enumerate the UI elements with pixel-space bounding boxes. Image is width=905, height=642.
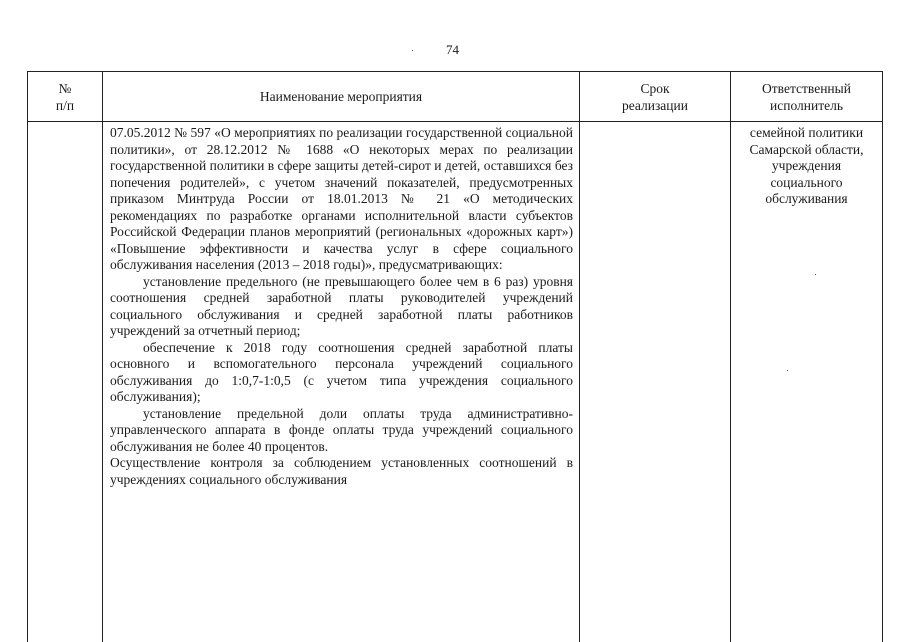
header-term-line-1: Срок bbox=[584, 80, 726, 97]
responsible-line: учреждения bbox=[735, 158, 878, 175]
header-responsible bbox=[731, 72, 883, 122]
responsible-line: обслуживания bbox=[735, 191, 878, 208]
measures-table bbox=[27, 71, 883, 642]
paragraph-salary-ratio: установление предельного (не превышающего более чем в 6 раз) уровня соотношения средней заработной платы руководителей учреждений социального обслуживания и средней заработной платы работников учреждений за отчетный период; bbox=[110, 274, 573, 340]
paragraph-control: Осуществление контроля за соблюдением установленных соотношений в учреждениях социального обслуживания bbox=[110, 455, 573, 488]
header-num-line-1: № bbox=[32, 80, 98, 97]
header-term-line-2: реализации bbox=[584, 97, 726, 114]
header-num-line-2: п/п bbox=[32, 97, 98, 114]
cell-responsible bbox=[731, 122, 883, 642]
scan-speck bbox=[787, 370, 788, 371]
responsible-line: Самарской области, bbox=[735, 142, 878, 159]
cell-num bbox=[28, 122, 103, 642]
responsible-line: социального bbox=[735, 175, 878, 192]
header-name: Наименование мероприятия bbox=[103, 72, 580, 122]
cell-name bbox=[103, 122, 580, 642]
responsible-executor bbox=[731, 122, 882, 208]
responsible-line: семейной политики bbox=[735, 125, 878, 142]
paragraph-staff-ratio: обеспечение к 2018 году соотношения средней заработной платы основного и вспомогательного персонала учреждений социального обслуживания до 1:0,7-1:0,5 (с учетом типа учреждения социального обслуживания); bbox=[110, 340, 573, 406]
cell-term bbox=[580, 122, 731, 642]
header-responsible-line-2: исполнитель bbox=[735, 97, 878, 114]
scan-speck bbox=[412, 50, 413, 51]
page-number: 74 bbox=[0, 42, 905, 58]
paragraph-intro: 07.05.2012 № 597 «О мероприятиях по реализации государственной социальной политики», от 28.12.2012 № 1688 «О некоторых мерах по реализации государственной политики в сфере защиты детей-сирот и детей, оставшихся без попечения родителей», с учетом значений показателей, предусмотренных приказом Минтруда России от 18.01.2013 № 21 «О методических рекомендациях по разработке органами исполнительной власти субъектов Российской Федерации планов мероприятий (региональных «дорожных карт») «Повышение эффективности и качества услуг в сфере социального обслуживания населения (2013 – 2018 годы)», предусматривающих: bbox=[110, 125, 573, 274]
scan-speck bbox=[815, 274, 816, 275]
table-row bbox=[28, 122, 883, 642]
header-num bbox=[28, 72, 103, 122]
paragraph-admin-share: установление предельной доли оплаты труда административно-управленческого аппарата в фонде оплаты труда учреждений социального обслуживания не более 40 процентов. bbox=[110, 406, 573, 456]
table-header-row bbox=[28, 72, 883, 122]
header-responsible-line-1: Ответственный bbox=[735, 80, 878, 97]
measure-description bbox=[103, 125, 579, 488]
header-term bbox=[580, 72, 731, 122]
